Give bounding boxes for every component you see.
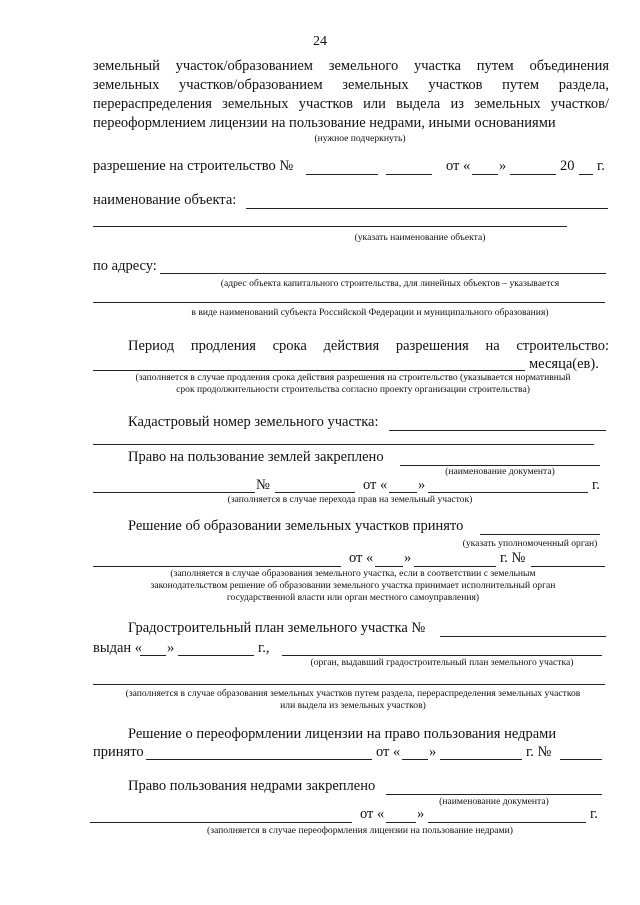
- license-month-field[interactable]: [440, 759, 522, 760]
- permit-year-prefix: 20: [560, 158, 575, 174]
- period-field[interactable]: [93, 370, 525, 371]
- object-name-field-2[interactable]: [93, 226, 567, 227]
- address-field-2[interactable]: [93, 302, 605, 303]
- permit-year-field[interactable]: [579, 174, 593, 175]
- land-right-year-suffix: г.: [592, 477, 600, 493]
- cadastral-label: Кадастровый номер земельного участка:: [128, 414, 379, 430]
- formation-hint-1: (заполняется в случае образования земельного участка, если в соответствии с земельным: [170, 568, 536, 579]
- subsoil-day-field[interactable]: [386, 822, 416, 823]
- subsoil-doc-field[interactable]: [386, 794, 602, 795]
- license-from: от «: [376, 744, 401, 760]
- formation-org-hint: (указать уполномоченный орган): [462, 538, 598, 549]
- formation-label: Решение об образовании земельных участков принято: [128, 518, 464, 534]
- address-hint-2: в виде наименований субъекта Российской Федерации и муниципального образования): [191, 307, 549, 318]
- land-right-from: от «: [363, 477, 388, 493]
- subsoil-from: от «: [360, 806, 385, 822]
- permit-year-suffix: г.: [597, 158, 605, 174]
- land-right-doc-hint: (наименование документа): [445, 466, 555, 477]
- permit-day-field[interactable]: [472, 174, 498, 175]
- subsoil-hint: (заполняется в случае переоформления лицензии на пользование недрами): [207, 825, 513, 836]
- gradplan-number-field[interactable]: [440, 636, 606, 637]
- license-number-field[interactable]: [560, 759, 602, 760]
- permit-number-field[interactable]: [306, 174, 378, 175]
- license-quote-close: »: [429, 744, 437, 760]
- formation-org-field-2[interactable]: [93, 566, 341, 567]
- permit-number-field-2[interactable]: [386, 174, 432, 175]
- license-line-1: Решение о переоформлении лицензии на право пользования недрами: [128, 726, 557, 742]
- period-hint-1: (заполняется в случае продления срока действия разрешения на строительство (указывается нормативный: [135, 372, 571, 383]
- formation-hint-3: государственной власти или орган местного самоуправления): [226, 592, 480, 603]
- land-right-label: Право на пользование землей закреплено: [128, 449, 384, 465]
- land-right-num: №: [256, 477, 270, 493]
- gradplan-org-hint: (орган, выдавший градостроительный план земельного участка): [310, 657, 574, 668]
- formation-org-field[interactable]: [480, 534, 600, 535]
- license-accepted: принято: [93, 744, 144, 760]
- intro-line-3: перераспределения земельных участков или выдела из земельных участков/: [93, 96, 609, 112]
- intro-line-2: земельных участков/образованием земельных участков путем раздела,: [93, 77, 609, 93]
- gradplan-issued: выдан «: [93, 640, 143, 656]
- subsoil-doc-hint: (наименование документа): [439, 796, 549, 807]
- subsoil-date-field[interactable]: [428, 822, 586, 823]
- object-name-field[interactable]: [246, 208, 608, 209]
- address-label: по адресу:: [93, 258, 157, 274]
- formation-number-field[interactable]: [531, 566, 605, 567]
- address-hint-1: (адрес объекта капитального строительства, для линейных объектов – указывается: [220, 278, 560, 289]
- intro-line-1: земельный участок/образованием земельного участка путем объединения: [93, 58, 609, 74]
- license-day-field[interactable]: [402, 759, 428, 760]
- period-line-1: Период продления срока действия разрешения на строительство:: [128, 338, 609, 354]
- land-right-date-field[interactable]: [428, 492, 588, 493]
- formation-day-field[interactable]: [375, 566, 403, 567]
- license-year-num: г. №: [526, 744, 552, 760]
- period-hint-2: срок продолжительности строительства согласно проекту организации строительства): [176, 384, 530, 395]
- gradplan-org-field[interactable]: [282, 655, 602, 656]
- gradplan-hint-1: (заполняется в случае образования земельных участков путем раздела, перераспределения земельных участков: [125, 688, 581, 699]
- subsoil-year-suffix: г.: [590, 806, 598, 822]
- gradplan-year-suffix: г.,: [258, 640, 270, 656]
- cadastral-field-2[interactable]: [93, 444, 594, 445]
- permit-quote-close: »: [499, 158, 507, 174]
- formation-hint-2: законодательством решение об образовании земельного участка принимает исполнительный орган: [150, 580, 556, 591]
- object-label: наименование объекта:: [93, 192, 237, 208]
- intro-line-4: переоформлением лицензии на пользование недрами, иными основаниями: [93, 115, 556, 131]
- gradplan-day-field[interactable]: [140, 655, 166, 656]
- land-right-field[interactable]: [93, 492, 255, 493]
- permit-label: разрешение на строительство №: [93, 158, 294, 174]
- license-org-field[interactable]: [146, 759, 372, 760]
- land-right-number-field[interactable]: [275, 492, 355, 493]
- formation-quote-close: »: [404, 550, 412, 566]
- object-hint: (указать наименование объекта): [354, 232, 486, 243]
- land-right-quote-close: »: [418, 477, 426, 493]
- page-number: 24: [313, 34, 327, 49]
- gradplan-quote-close: »: [167, 640, 175, 656]
- permit-from: от «: [446, 158, 471, 174]
- gradplan-label: Градостроительный план земельного участка №: [128, 620, 426, 636]
- subsoil-field[interactable]: [90, 822, 352, 823]
- permit-month-field[interactable]: [510, 174, 556, 175]
- address-field[interactable]: [160, 273, 606, 274]
- gradplan-month-field[interactable]: [178, 655, 254, 656]
- intro-hint: (нужное подчеркнуть): [314, 133, 406, 144]
- formation-month-field[interactable]: [414, 566, 496, 567]
- subsoil-label: Право пользования недрами закреплено: [128, 778, 376, 794]
- land-right-day-field[interactable]: [389, 492, 417, 493]
- gradplan-hint-2: или выдела из земельных участков): [280, 700, 426, 711]
- formation-from: от «: [349, 550, 374, 566]
- cadastral-field[interactable]: [389, 430, 606, 431]
- subsoil-quote-close: »: [417, 806, 425, 822]
- land-right-hint: (заполняется в случае перехода прав на земельный участок): [227, 494, 473, 505]
- period-months: месяца(ев).: [529, 356, 599, 372]
- formation-year-num: г. №: [500, 550, 526, 566]
- gradplan-org-field-2[interactable]: [93, 684, 605, 685]
